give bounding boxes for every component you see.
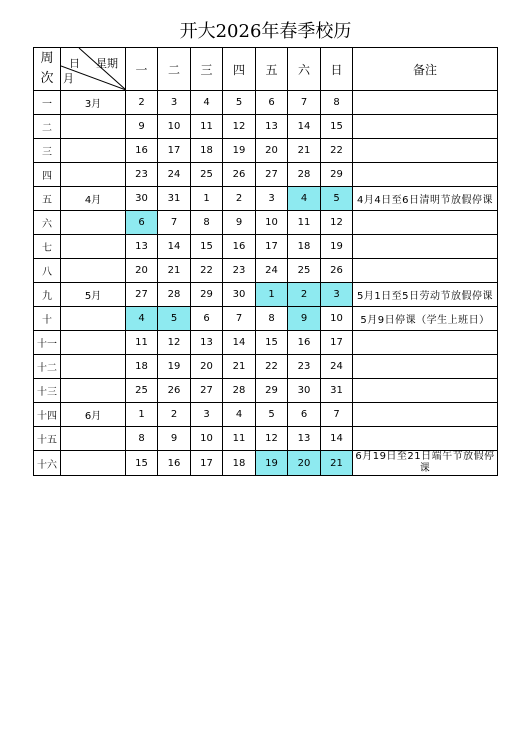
- header-diag-weekday: 星期: [96, 57, 118, 70]
- date-cell: 19: [256, 451, 288, 476]
- date-cell: 17: [191, 451, 223, 476]
- note-cell: [353, 403, 498, 427]
- month-label: [61, 163, 126, 187]
- date-cell: 29: [256, 379, 288, 403]
- table-row: [34, 307, 498, 331]
- date-cell: 19: [158, 355, 191, 379]
- date-cell: 3: [256, 187, 288, 211]
- month-label: [61, 211, 126, 235]
- note-cell: 4月4日至6日清明节放假停课: [353, 187, 498, 211]
- month-label: [61, 379, 126, 403]
- note-cell: [353, 379, 498, 403]
- month-label: [61, 115, 126, 139]
- table-row: [34, 163, 498, 187]
- note-cell: [353, 91, 498, 115]
- date-cell: 24: [256, 259, 288, 283]
- date-cell: 18: [288, 235, 321, 259]
- date-cell: 28: [288, 163, 321, 187]
- date-cell: 11: [288, 211, 321, 235]
- date-cell: 8: [126, 427, 158, 451]
- date-cell: 14: [321, 427, 353, 451]
- date-cell: 16: [288, 331, 321, 355]
- date-cell: 11: [191, 115, 223, 139]
- header-row: [34, 48, 498, 91]
- date-cell: 5: [158, 307, 191, 331]
- date-cell: 11: [126, 331, 158, 355]
- month-label: 5月: [61, 283, 126, 307]
- date-cell: 27: [191, 379, 223, 403]
- date-cell: 31: [158, 187, 191, 211]
- date-cell: 31: [321, 379, 353, 403]
- date-cell: 21: [158, 259, 191, 283]
- date-cell: 7: [158, 211, 191, 235]
- date-cell: 22: [321, 139, 353, 163]
- table-row: [34, 355, 498, 379]
- date-cell: 30: [288, 379, 321, 403]
- date-cell: 16: [158, 451, 191, 476]
- date-cell: 2: [288, 283, 321, 307]
- date-cell: 5: [223, 91, 256, 115]
- table-row: [34, 91, 498, 115]
- note-cell: [353, 355, 498, 379]
- date-cell: 28: [158, 283, 191, 307]
- date-cell: 13: [288, 427, 321, 451]
- date-cell: 3: [321, 283, 353, 307]
- date-cell: 2: [223, 187, 256, 211]
- date-cell: 27: [256, 163, 288, 187]
- header-notes: 备注: [353, 48, 498, 91]
- date-cell: 19: [321, 235, 353, 259]
- date-cell: 25: [191, 163, 223, 187]
- date-cell: 17: [158, 139, 191, 163]
- date-cell: 23: [288, 355, 321, 379]
- note-cell: [353, 139, 498, 163]
- date-cell: 23: [126, 163, 158, 187]
- date-cell: 21: [288, 139, 321, 163]
- month-label: 4月: [61, 187, 126, 211]
- date-cell: 8: [321, 91, 353, 115]
- week-number: 六: [34, 211, 61, 235]
- page-title: 开大2026年春季校历: [179, 21, 352, 42]
- week-number: 二: [34, 115, 61, 139]
- date-cell: 14: [223, 331, 256, 355]
- date-cell: 4: [288, 187, 321, 211]
- header-diagonal: [61, 48, 126, 91]
- date-cell: 10: [191, 427, 223, 451]
- month-label: [61, 307, 126, 331]
- table-row: [34, 379, 498, 403]
- date-cell: 27: [126, 283, 158, 307]
- week-number: 十二: [34, 355, 61, 379]
- date-cell: 25: [126, 379, 158, 403]
- date-cell: 29: [321, 163, 353, 187]
- date-cell: 9: [288, 307, 321, 331]
- calendar-body: [34, 91, 498, 476]
- date-cell: 3: [191, 403, 223, 427]
- date-cell: 18: [223, 451, 256, 476]
- note-cell: [353, 235, 498, 259]
- header-week: [34, 48, 61, 91]
- date-cell: 21: [321, 451, 353, 476]
- date-cell: 15: [126, 451, 158, 476]
- date-cell: 28: [223, 379, 256, 403]
- date-cell: 9: [158, 427, 191, 451]
- month-label: 6月: [61, 403, 126, 427]
- month-label: [61, 259, 126, 283]
- date-cell: 6: [126, 211, 158, 235]
- date-cell: 29: [191, 283, 223, 307]
- week-number: 十四: [34, 403, 61, 427]
- date-cell: 11: [223, 427, 256, 451]
- date-cell: 19: [223, 139, 256, 163]
- date-cell: 6: [256, 91, 288, 115]
- note-cell: 5月1日至5日劳动节放假停课: [353, 283, 498, 307]
- week-number: 十五: [34, 427, 61, 451]
- date-cell: 25: [288, 259, 321, 283]
- date-cell: 13: [191, 331, 223, 355]
- note-cell: [353, 115, 498, 139]
- date-cell: 3: [158, 91, 191, 115]
- date-cell: 10: [321, 307, 353, 331]
- month-label: [61, 355, 126, 379]
- date-cell: 4: [126, 307, 158, 331]
- header-week-label: 周次: [40, 51, 54, 86]
- header-diag-month: 月: [63, 72, 74, 85]
- date-cell: 24: [321, 355, 353, 379]
- date-cell: 30: [126, 187, 158, 211]
- date-cell: 5: [321, 187, 353, 211]
- table-row: [34, 259, 498, 283]
- date-cell: 8: [191, 211, 223, 235]
- date-cell: 6: [288, 403, 321, 427]
- date-cell: 9: [223, 211, 256, 235]
- date-cell: 26: [321, 259, 353, 283]
- note-cell: [353, 259, 498, 283]
- table-row: [34, 451, 498, 476]
- date-cell: 26: [158, 379, 191, 403]
- calendar-table: [33, 47, 498, 476]
- date-cell: 4: [191, 91, 223, 115]
- table-row: [34, 403, 498, 427]
- date-cell: 16: [223, 235, 256, 259]
- month-label: [61, 427, 126, 451]
- date-cell: 23: [223, 259, 256, 283]
- date-cell: 5: [256, 403, 288, 427]
- week-number: 一: [34, 91, 61, 115]
- header-diag-day: 日: [69, 57, 80, 70]
- month-label: [61, 235, 126, 259]
- date-cell: 30: [223, 283, 256, 307]
- week-number: 八: [34, 259, 61, 283]
- date-cell: 14: [288, 115, 321, 139]
- date-cell: 12: [223, 115, 256, 139]
- header-day-fri: 五: [256, 48, 288, 91]
- date-cell: 10: [256, 211, 288, 235]
- date-cell: 15: [256, 331, 288, 355]
- date-cell: 12: [321, 211, 353, 235]
- note-cell: [353, 211, 498, 235]
- date-cell: 1: [256, 283, 288, 307]
- month-label: [61, 331, 126, 355]
- week-number: 五: [34, 187, 61, 211]
- week-number: 七: [34, 235, 61, 259]
- note-cell: [353, 427, 498, 451]
- date-cell: 20: [288, 451, 321, 476]
- date-cell: 18: [126, 355, 158, 379]
- note-cell: [353, 331, 498, 355]
- week-number: 十: [34, 307, 61, 331]
- date-cell: 22: [191, 259, 223, 283]
- date-cell: 15: [321, 115, 353, 139]
- table-row: [34, 331, 498, 355]
- table-row: [34, 187, 498, 211]
- date-cell: 7: [223, 307, 256, 331]
- date-cell: 22: [256, 355, 288, 379]
- header-day-sun: 日: [321, 48, 353, 91]
- date-cell: 16: [126, 139, 158, 163]
- date-cell: 9: [126, 115, 158, 139]
- month-label: [61, 451, 126, 476]
- date-cell: 18: [191, 139, 223, 163]
- date-cell: 8: [256, 307, 288, 331]
- date-cell: 21: [223, 355, 256, 379]
- date-cell: 20: [126, 259, 158, 283]
- table-row: [34, 139, 498, 163]
- week-number: 十六: [34, 451, 61, 476]
- date-cell: 7: [288, 91, 321, 115]
- date-cell: 1: [126, 403, 158, 427]
- date-cell: 17: [321, 331, 353, 355]
- date-cell: 6: [191, 307, 223, 331]
- week-number: 十三: [34, 379, 61, 403]
- date-cell: 20: [256, 139, 288, 163]
- table-row: [34, 427, 498, 451]
- week-number: 十一: [34, 331, 61, 355]
- date-cell: 1: [191, 187, 223, 211]
- date-cell: 17: [256, 235, 288, 259]
- note-cell: 6月19日至21日端午节放假停课: [353, 451, 498, 476]
- date-cell: 20: [191, 355, 223, 379]
- week-number: 四: [34, 163, 61, 187]
- date-cell: 13: [126, 235, 158, 259]
- note-cell: 5月9日停课（学生上班日）: [353, 307, 498, 331]
- date-cell: 12: [158, 331, 191, 355]
- date-cell: 10: [158, 115, 191, 139]
- header-day-thu: 四: [223, 48, 256, 91]
- date-cell: 2: [126, 91, 158, 115]
- date-cell: 2: [158, 403, 191, 427]
- table-row: [34, 235, 498, 259]
- week-number: 九: [34, 283, 61, 307]
- header-day-sat: 六: [288, 48, 321, 91]
- date-cell: 14: [158, 235, 191, 259]
- date-cell: 26: [223, 163, 256, 187]
- month-label: 3月: [61, 91, 126, 115]
- note-cell: [353, 163, 498, 187]
- table-row: [34, 211, 498, 235]
- date-cell: 12: [256, 427, 288, 451]
- week-number: 三: [34, 139, 61, 163]
- header-day-tue: 二: [158, 48, 191, 91]
- table-row: [34, 283, 498, 307]
- month-label: [61, 139, 126, 163]
- date-cell: 13: [256, 115, 288, 139]
- date-cell: 7: [321, 403, 353, 427]
- date-cell: 24: [158, 163, 191, 187]
- table-row: [34, 115, 498, 139]
- date-cell: 4: [223, 403, 256, 427]
- header-day-wed: 三: [191, 48, 223, 91]
- header-day-mon: 一: [126, 48, 158, 91]
- date-cell: 15: [191, 235, 223, 259]
